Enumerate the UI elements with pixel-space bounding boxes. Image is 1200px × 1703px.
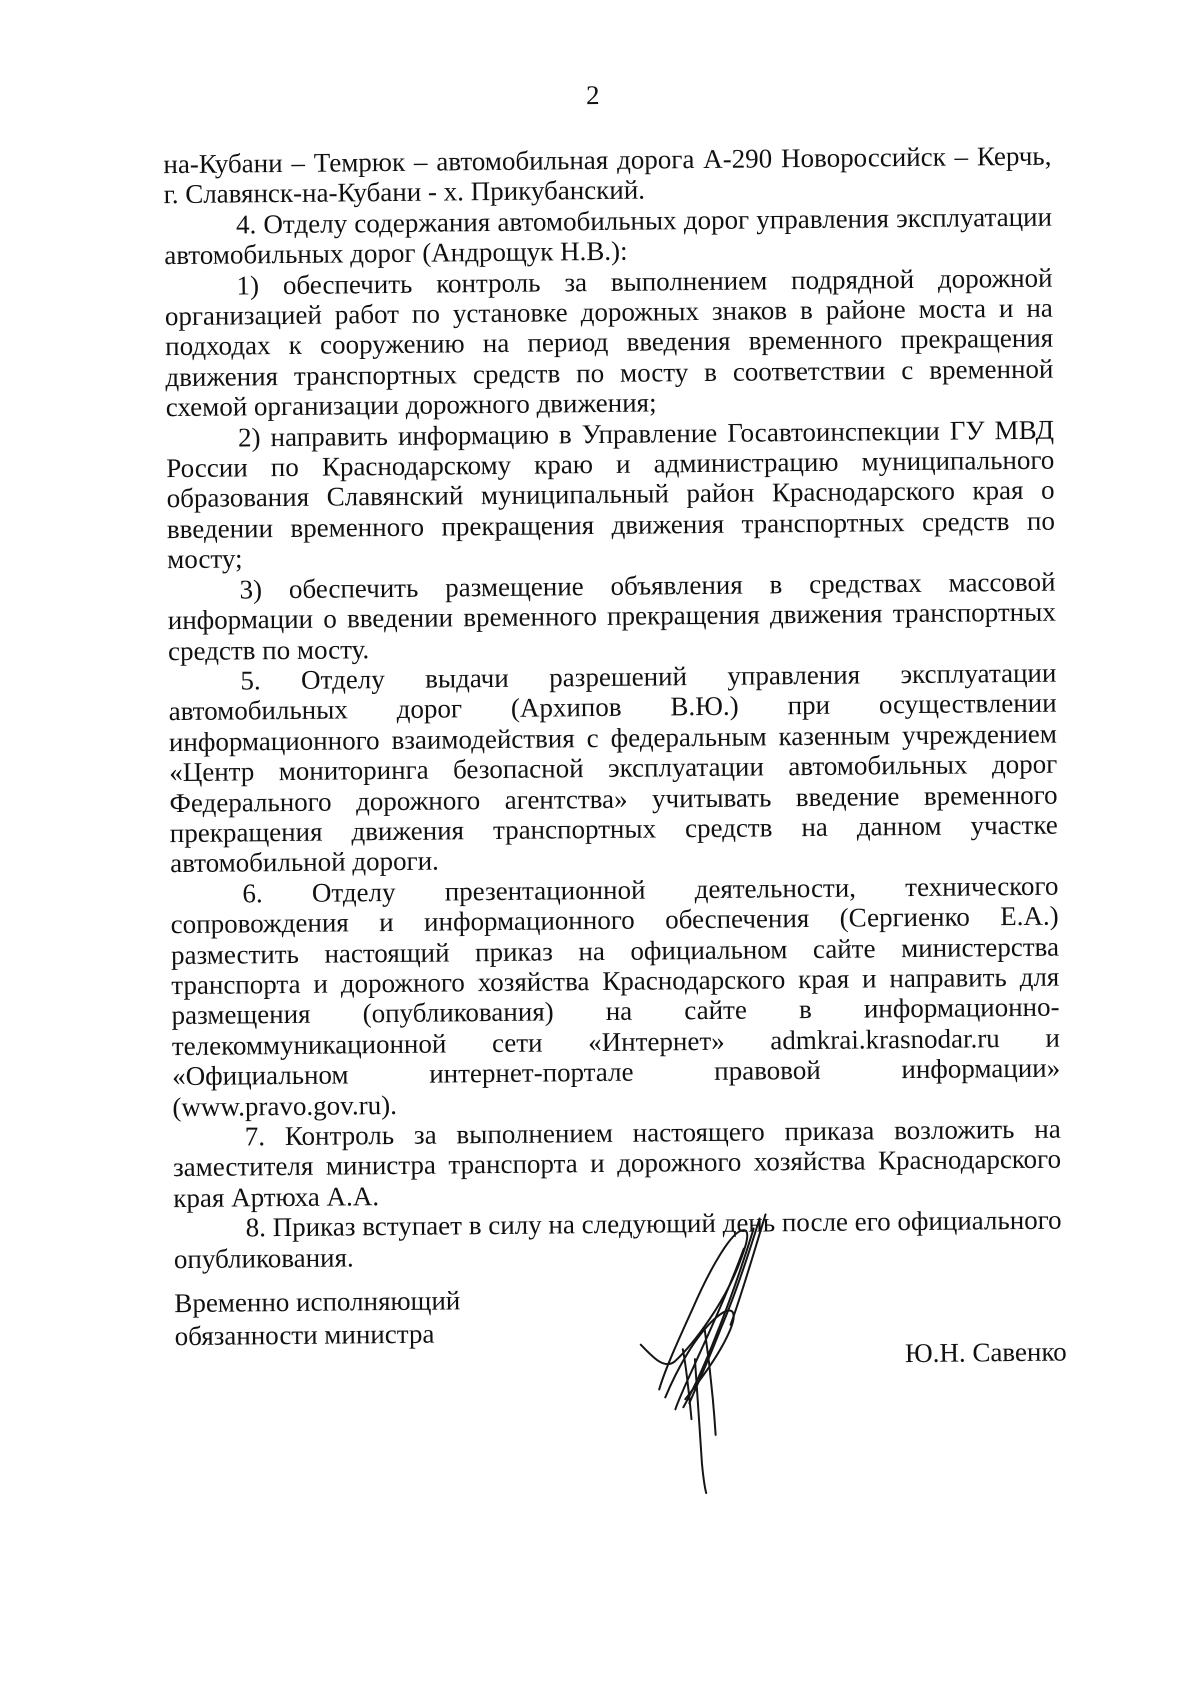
signature-drawing [633,1207,866,1499]
signatory-title-line-2: обязанности министра [174,1318,435,1352]
signatory-title-line-1: Временно исполняющий [174,1285,461,1319]
paragraph-continuation: на-Кубани – Темрюк – автомобильная дорога А-290 Новороссийск – Керчь, г. Славянск-на-Кубани - х. Прикубанский. [163,140,1052,210]
paragraph-item-6: 6. Отделу презентационной деятельности, технического сопровождения и информационного обеспечения (Сергиенко Е.А.) разместить настоящий приказ на официальном сайте министерства транспорта и дорожного хозяйства Краснодарского края и направить для размещения (опубликования) на сайте в информационно-телекоммуникационной сети «Интернет» admkrai.krasnodar.ru и «Официальном интернет-портале правовой информации» (www.pravo.gov.ru). [170,870,1061,1122]
paragraph-subitem-2: 2) направить информацию в Управление Госавтоинспекции ГУ МВД России по Краснодарскому краю и администрацию муниципального образования Славянский муниципальный район Краснодарского края о введении временного прекращения движения транспортных средств по мосту; [166,414,1056,575]
paragraph-subitem-3: 3) обеспечить размещение объявления в средствах массовой информации о введении временного прекращения движения транспортных средств по мосту. [167,566,1056,666]
page-number: 2 [585,79,600,111]
signatory-name: Ю.Н. Савенко [904,1336,1067,1369]
handwritten-signature [633,1207,866,1499]
paragraph-item-7: 7. Контроль за выполнением настоящего приказа возложить на заместителя министра транспорта и дорожного хозяйства Краснодарского края Артюха А.А. [172,1113,1062,1213]
document-body [163,141,1062,1275]
paragraph-item-4: 4. Отделу содержания автомобильных дорог управления эксплуатации автомобильных дорог (Андрощук Н.В.): [164,201,1053,271]
paragraph-subitem-1: 1) обеспечить контроль за выполнением подрядной дорожной организацией работ по установке дорожных знаков в районе моста и на подходах к сооружению на период введения временного прекращения движения транспортных средств по мосту в соответствии с временной схемой организации дорожного движения; [164,262,1054,423]
signatory-title [174,1284,461,1353]
paragraph-item-8: 8. Приказ вступает в силу на следующий день после его официального опубликования. [173,1204,1062,1274]
paragraph-item-5: 5. Отделу выдачи разрешений управления эксплуатации автомобильных дорог (Архипов В.Ю.) при осуществлении информационного взаимодействия с федеральным казенным учреждением «Центр мониторинга безопасной эксплуатации автомобильных дорог Федерального дорожного агентства» учитывать введение временного прекращения движения транспортных средств на данном участке автомобильной дороги. [168,657,1058,879]
